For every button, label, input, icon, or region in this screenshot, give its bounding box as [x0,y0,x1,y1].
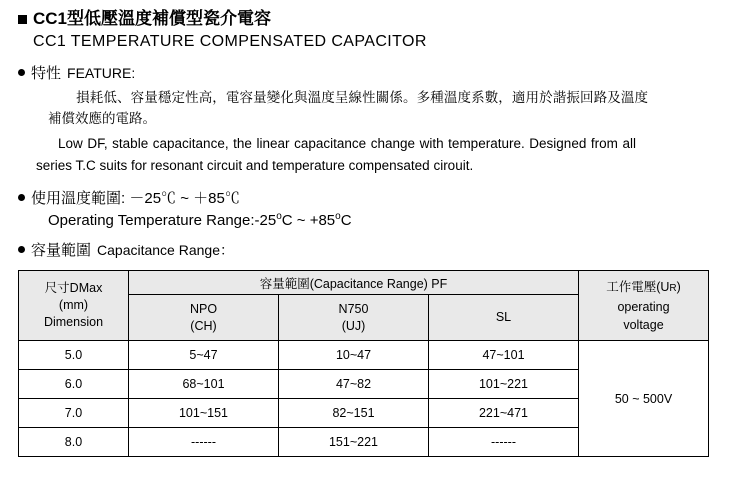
degree-symbol-1: o [276,211,282,222]
dot-bullet-icon [18,194,25,201]
feature-paragraph-english [36,133,636,177]
feature-paragraph-chinese-text: 損耗低、容量穩定性高，電容量變化與溫度呈線性關係。多種溫度系數，適用於諧振回路及溫度補償效應的電路。 [48,90,648,126]
datasheet-page [0,8,733,488]
capacitance-range-section [18,239,733,260]
header-voltage-line1-close: ) [676,279,681,294]
temperature-english-unit1: C ~ +85 [281,212,336,229]
cell-sl: 221~471 [429,399,579,428]
header-sl-line1: SL [495,310,512,324]
cell-npo: 5~47 [129,341,279,370]
header-n750-line2: (UJ) [341,318,366,333]
header-capacitance-group: 容量範圍(Capacitance Range) PF [129,271,579,295]
capacitance-heading-chinese: 容量範圍 [31,242,92,259]
cell-dimension: 7.0 [19,399,129,428]
feature-section [18,62,733,177]
cell-sl: 47~101 [429,341,579,370]
degree-symbol-2: o [335,211,341,222]
header-sl [429,295,579,341]
feature-paragraph-english-text: Low DF, stable capacitance, the linear capacitance change with temperature. Designed from all series T.C suits for resonant circuit and temperature compensated cirouit. [36,136,636,173]
temperature-english-text: Operating Temperature Range:-25 [48,212,277,229]
temperature-heading-chinese: 使用溫度範圍 [31,190,122,207]
header-voltage-line1-text: 工作電壓(U [606,279,670,294]
cell-n750: 47~82 [279,370,429,399]
table-header-row-1 [19,271,709,295]
header-n750-line1: N750 [338,301,369,316]
feature-heading-chinese: 特性 [31,65,62,82]
cell-dimension: 8.0 [19,428,129,457]
cell-npo: 101~151 [129,399,279,428]
capacitance-range-table [18,270,709,457]
cell-npo: 68~101 [129,370,279,399]
header-npo-line2: (CH) [190,318,217,333]
dot-bullet-icon [18,246,25,253]
header-operating-voltage [579,271,709,341]
temperature-value-chinese: : －25℃ ~ ＋85℃ [121,190,240,207]
cell-npo: ------ [129,428,279,457]
page-title [18,8,733,30]
temperature-heading [18,187,733,208]
capacitance-heading [18,239,733,260]
temperature-line-english [48,211,733,229]
header-dimension-line1: 尺寸DMax [44,281,103,295]
cell-dimension: 5.0 [19,341,129,370]
header-voltage-subscript: R [669,282,677,294]
cell-n750: 151~221 [279,428,429,457]
title-chinese: CC1型低壓溫度補償型瓷介電容 [33,9,272,28]
title-english: CC1 TEMPERATURE COMPENSATED CAPACITOR [33,33,427,50]
header-voltage-line1 [579,278,708,298]
temperature-range-section [18,187,733,229]
feature-heading [18,62,733,83]
header-dimension-line2: (mm) [58,298,89,312]
header-dimension [19,271,129,341]
header-npo-line1: NPO [189,301,218,316]
cell-operating-voltage: 50 ~ 500V [579,341,709,457]
feature-paragraph-chinese [48,87,648,129]
header-npo [129,295,279,341]
capacitance-heading-english: Capacitance Range： [97,241,234,258]
header-n750 [279,295,429,341]
cell-sl: ------ [429,428,579,457]
temperature-english-unit2: C [340,212,352,229]
table-row [19,341,709,370]
header-voltage-line3: voltage [623,317,664,332]
cell-dimension: 6.0 [19,370,129,399]
header-voltage-line2: operating [617,299,670,314]
cell-n750: 10~47 [279,341,429,370]
header-dimension-line3: Dimension [43,315,104,329]
dot-bullet-icon [18,69,25,76]
cell-sl: 101~221 [429,370,579,399]
cell-n750: 82~151 [279,399,429,428]
feature-heading-english: FEATURE: [67,64,136,81]
square-bullet-icon [18,15,27,24]
